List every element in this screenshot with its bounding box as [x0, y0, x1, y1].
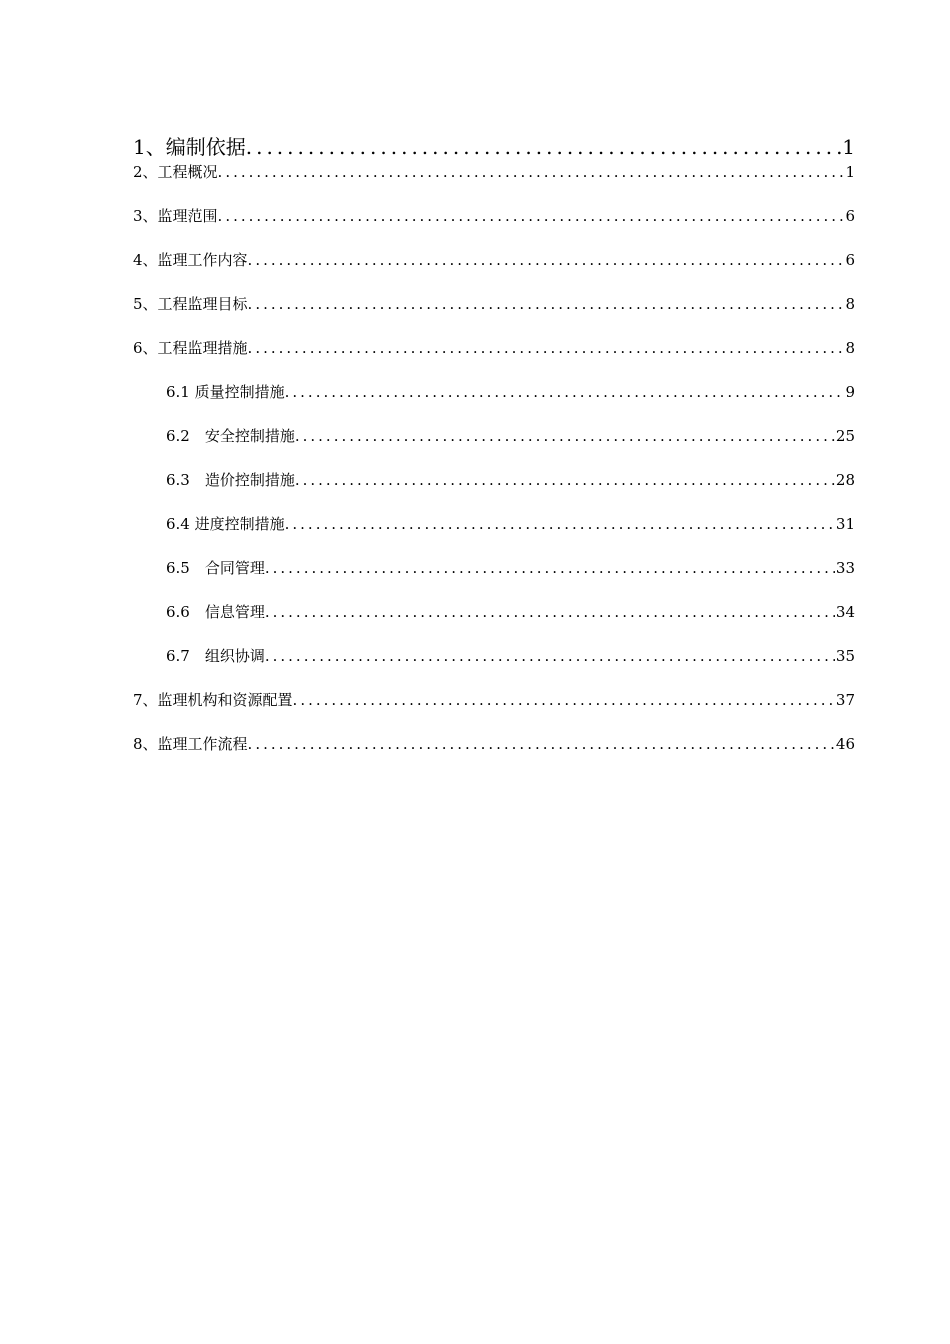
- toc-entry-title: 4、监理工作内容: [133, 251, 248, 269]
- toc-entry-title: 1、编制依据: [133, 135, 246, 159]
- toc-entry-page: 37: [835, 691, 855, 709]
- toc-dot-leader: [295, 426, 835, 446]
- toc-dot-leader: [293, 690, 835, 710]
- toc-dot-leader: [248, 734, 835, 754]
- toc-subentry[interactable]: [166, 558, 855, 578]
- toc-entry-page: 33: [835, 559, 855, 577]
- toc-entry[interactable]: [133, 162, 855, 182]
- toc-entry[interactable]: [133, 134, 855, 160]
- toc-entry-page: 8: [845, 339, 855, 357]
- toc-entry-title: 6.4 进度控制措施: [166, 515, 285, 533]
- toc-entry[interactable]: [133, 690, 855, 710]
- toc-subentry[interactable]: [166, 514, 855, 534]
- toc-entry-title: 6.5 合同管理: [166, 559, 265, 577]
- toc-entry-page: 6: [845, 251, 855, 269]
- toc-dot-leader: [265, 558, 835, 578]
- toc-dot-leader: [295, 470, 835, 490]
- toc-entry-page: 6: [845, 207, 855, 225]
- toc-dot-leader: [265, 646, 835, 666]
- toc-entry-title: 5、工程监理目标: [133, 295, 248, 313]
- toc-entry[interactable]: [133, 294, 855, 314]
- toc-dot-leader: [285, 382, 845, 402]
- toc-entry-title: 6、工程监理措施: [133, 339, 248, 357]
- toc-subentry[interactable]: [166, 470, 855, 490]
- toc-entry-page: 1: [845, 163, 855, 181]
- toc-entry-title: 8、监理工作流程: [133, 735, 248, 753]
- toc-entry-title: 6.1 质量控制措施: [166, 383, 285, 401]
- toc-entry-page: 9: [845, 383, 855, 401]
- toc-subentry[interactable]: [166, 602, 855, 622]
- toc-entry-page: 25: [835, 427, 855, 445]
- toc-entry-title: 7、监理机构和资源配置: [133, 691, 293, 709]
- toc-dot-leader: [248, 250, 845, 270]
- toc-entry-page: 31: [835, 515, 855, 533]
- toc-entry-title: 3、监理范围: [133, 207, 218, 225]
- toc-entry-title: 6.6 信息管理: [166, 603, 265, 621]
- toc-subentry[interactable]: [166, 426, 855, 446]
- toc-subentry[interactable]: [166, 646, 855, 666]
- toc-entry[interactable]: [133, 206, 855, 226]
- toc-dot-leader: [265, 602, 835, 622]
- toc-dot-leader: [246, 134, 842, 160]
- toc-entry-page: 28: [835, 471, 855, 489]
- toc-entry-title: 2、工程概况: [133, 163, 218, 181]
- toc-entry-page: 35: [835, 647, 855, 665]
- toc-entry-title: 6.7 组织协调: [166, 647, 265, 665]
- toc-dot-leader: [285, 514, 835, 534]
- toc-entry-page: 46: [835, 735, 855, 753]
- toc-dot-leader: [248, 294, 845, 314]
- toc-entry-page: 8: [845, 295, 855, 313]
- toc-dot-leader: [218, 162, 845, 182]
- toc-dot-leader: [248, 338, 845, 358]
- toc-entry[interactable]: [133, 338, 855, 358]
- toc-entry[interactable]: [133, 734, 855, 754]
- toc-entry-page: 34: [835, 603, 855, 621]
- toc-entry[interactable]: [133, 250, 855, 270]
- toc-dot-leader: [218, 206, 845, 226]
- toc-entry-title: 6.2 安全控制措施: [166, 427, 295, 445]
- toc-entry-page: 1: [842, 135, 855, 159]
- toc-subentry[interactable]: [166, 382, 855, 402]
- toc-entry-title: 6.3 造价控制措施: [166, 471, 295, 489]
